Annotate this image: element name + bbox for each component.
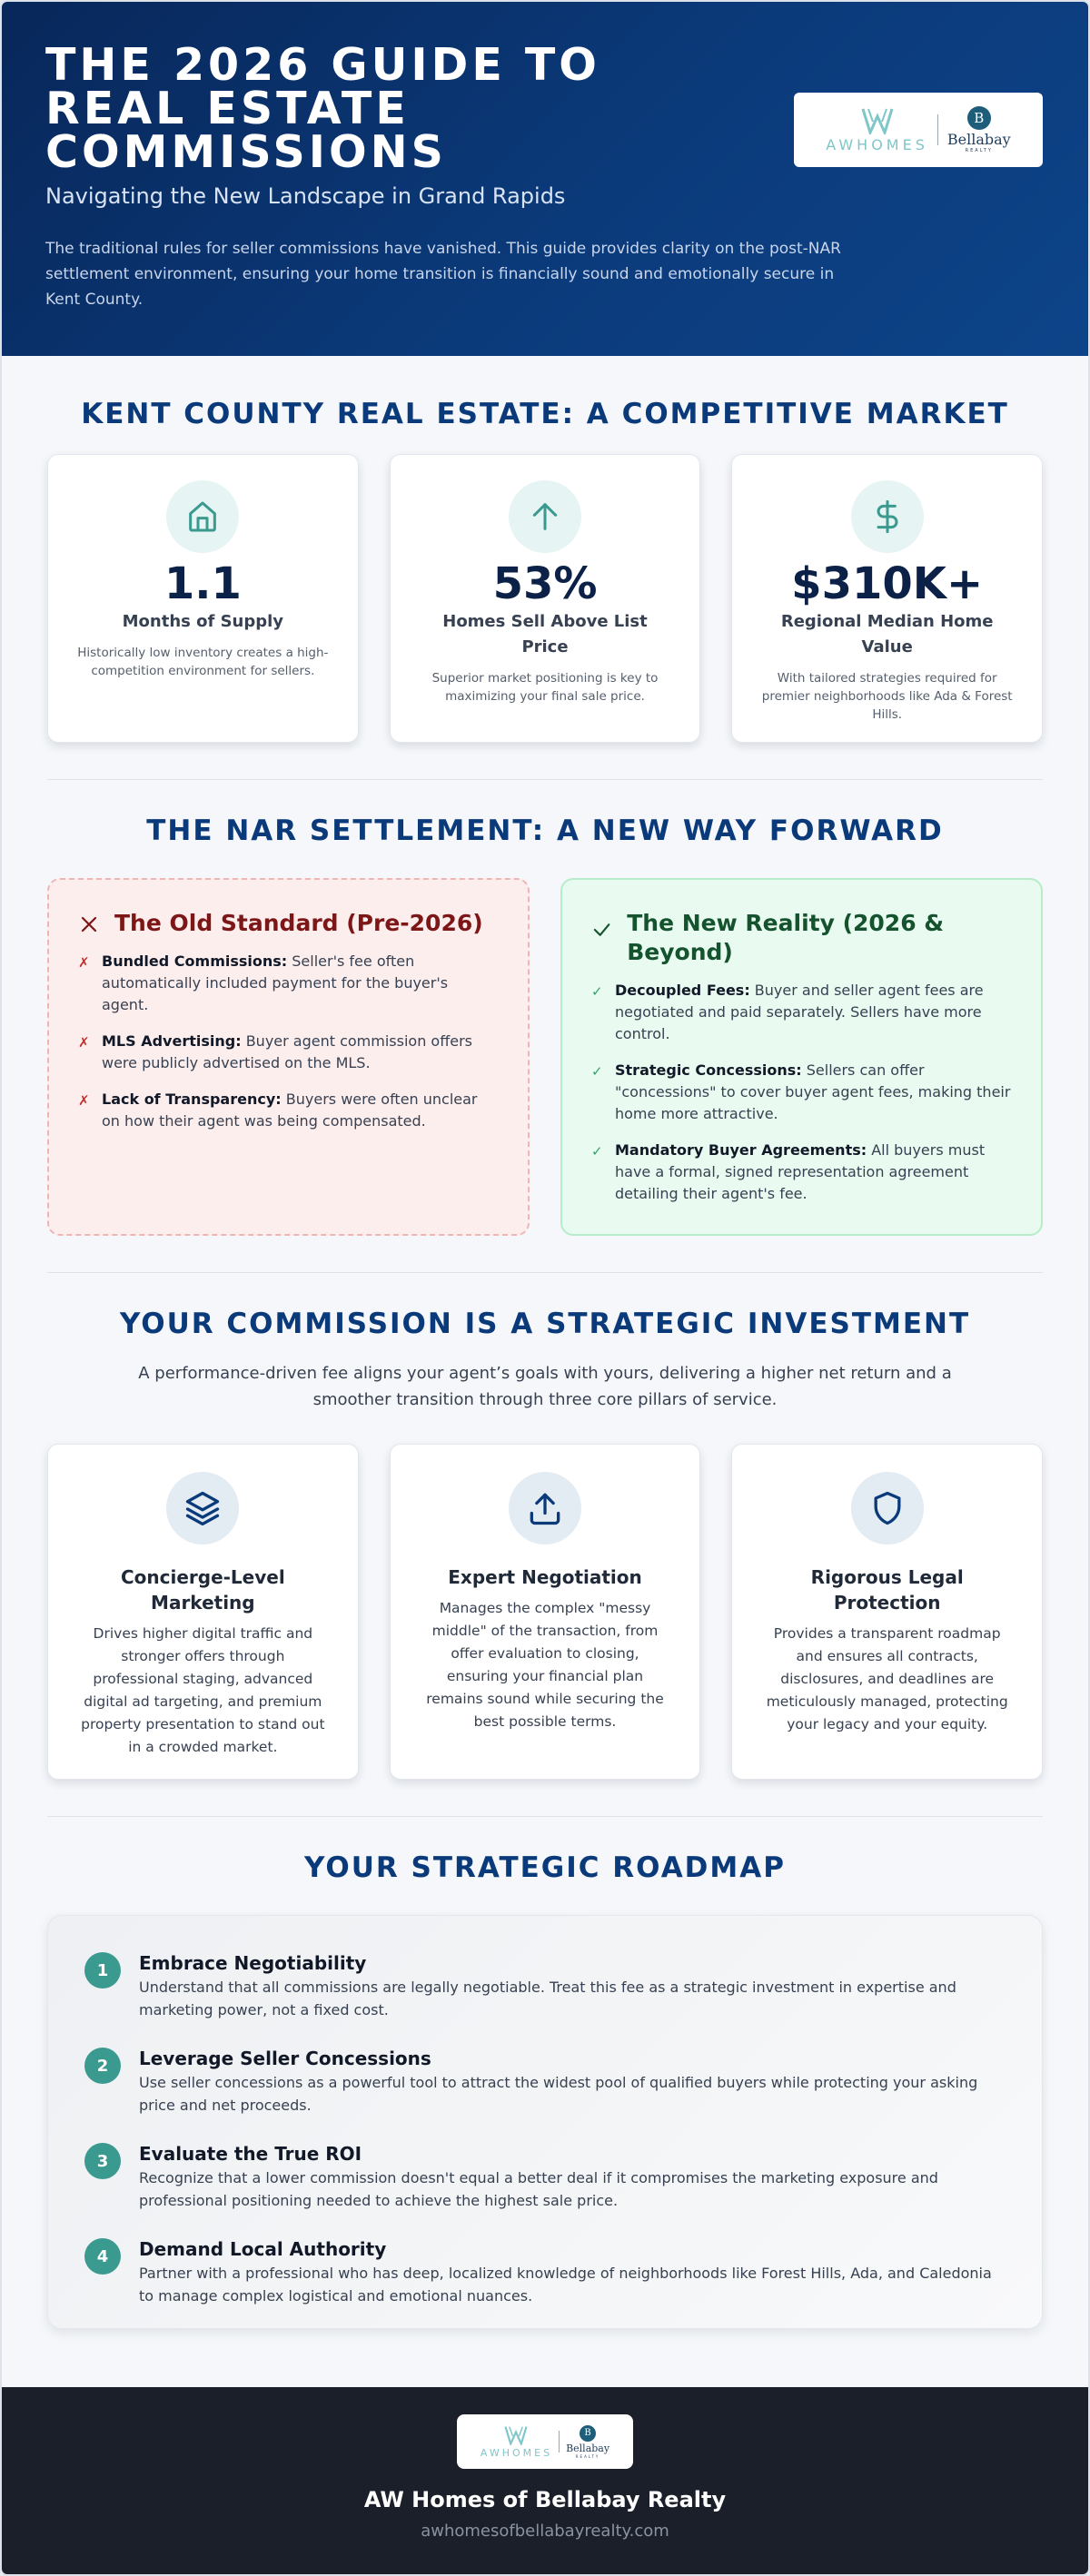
pillar-title: Rigorous Legal Protection (810, 1566, 964, 1614)
item-heading: Decoupled Fees: (615, 982, 750, 999)
item-text: Seller's fee often automatically included payment for the buyer's agent. (102, 952, 449, 1013)
list-item (591, 1060, 1012, 1125)
stat-card (390, 454, 701, 743)
upload-icon (509, 1472, 581, 1545)
item-text: All buyers must have a formal, signed representation agreement detailing their agent's fee. (615, 1141, 986, 1202)
bellabay-logo (947, 106, 1011, 153)
list-item (78, 1031, 499, 1074)
stat-value: $310K+ (791, 558, 984, 609)
arrow-up-icon (509, 480, 581, 553)
logo-divider (937, 114, 938, 145)
list-item (78, 951, 499, 1016)
stat-card (731, 454, 1043, 743)
roadmap-panel (47, 1915, 1043, 2329)
pillar-card (731, 1444, 1043, 1780)
roadmap-section (2, 1817, 1088, 2329)
footer-logo (457, 2414, 633, 2469)
pillar-card (390, 1444, 701, 1780)
market-section (2, 356, 1088, 743)
stat-label: Regional Median Home Value (780, 612, 994, 656)
investment-intro: A performance-driven fee aligns your agent’s goals with yours, delivering a higher net return and a smoother transition through three core pillars of service. (138, 1364, 952, 1409)
aw-homes-logo (481, 2425, 552, 2459)
cross-mark-icon: ✗ (78, 954, 90, 971)
stat-label: Homes Sell Above List Price (442, 612, 648, 656)
item-heading: Mandatory Buyer Agreements: (615, 1141, 867, 1159)
step-description: Partner with a professional who has deep, localized knowledge of neighborhoods like Forest Hills, Ada, and Caledonia to manage complex logistical and emotional nuances. (139, 2265, 992, 2305)
stat-value: 1.1 (164, 558, 242, 609)
item-heading: Lack of Transparency: (102, 1091, 282, 1108)
pillar-title: Expert Negotiation (448, 1566, 642, 1588)
pillar-description: Drives higher digital traffic and stronger offers through professional staging, advanced digital ad targeting, and premium property presentation to stand out in a crowded market. (81, 1625, 325, 1755)
footer (2, 2387, 1088, 2574)
pillar-description: Manages the complex "messy middle" of the transaction, from offer evaluation to closing, ensuring your financial plan remains sound while securing the best possible terms. (426, 1600, 664, 1730)
step-description: Use seller concessions as a powerful tool to attract the widest pool of qualified buyers while protecting your asking price and net proceeds. (139, 2074, 978, 2114)
page-subtitle: Navigating the New Landscape in Grand Rapids (45, 183, 566, 209)
step-number: 4 (84, 2238, 121, 2275)
step-title: Leverage Seller Concessions (139, 2048, 431, 2069)
nar-title: THE NAR SETTLEMENT: A NEW WAY FORWARD (146, 814, 944, 847)
list-item (591, 1140, 1012, 1205)
stat-value: 53% (492, 558, 598, 609)
footer-website-link[interactable]: awhomesofbellabayrealty.com (421, 2522, 669, 2541)
footer-company-name: AW Homes of Bellabay Realty (363, 2487, 727, 2512)
old-standard-panel (47, 878, 530, 1236)
step-number: 2 (84, 2048, 121, 2084)
roadmap-step (84, 2236, 1006, 2307)
stat-label: Months of Supply (122, 612, 284, 631)
nar-comparison (47, 878, 1043, 1236)
shield-icon (851, 1472, 924, 1545)
step-number: 3 (84, 2143, 121, 2179)
roadmap-step (84, 2141, 1006, 2212)
close-icon (78, 913, 100, 935)
bellabay-text: Bellabay (946, 131, 1011, 148)
hero-description: The traditional rules for seller commissions have vanished. This guide provides clarity on the post-NAR settlement environment, ensuring your home transition is financially sound and emotionally secure in Kent County. (45, 240, 841, 309)
market-title: KENT COUNTY REAL ESTATE: A COMPETITIVE MARKET (81, 398, 1009, 430)
step-description: Understand that all commissions are legally negotiable. Treat this fee as a strategic investment in expertise and marketing power, not a fixed cost. (139, 1979, 956, 2018)
cross-mark-icon: ✗ (78, 1092, 90, 1109)
list-item (78, 1089, 499, 1132)
roadmap-title: YOUR STRATEGIC ROADMAP (304, 1851, 786, 1884)
layers-icon (166, 1472, 239, 1545)
step-title: Embrace Negotiability (139, 1952, 367, 1974)
step-description: Recognize that a lower commission doesn't equal a better deal if it compromises the marketing exposure and professional positioning needed to achieve the highest sale price. (139, 2169, 938, 2209)
nar-section (2, 780, 1088, 1236)
item-heading: Bundled Commissions: (102, 952, 288, 970)
stat-description: Superior market positioning is key to maximizing your final sale price. (431, 671, 659, 704)
pillar-cards (47, 1444, 1043, 1780)
aw-logo-icon (504, 2425, 528, 2445)
brand-logo (794, 93, 1043, 167)
aw-homes-text: AWHOMES (826, 135, 928, 153)
step-title: Demand Local Authority (139, 2238, 387, 2260)
item-text: Sellers can offer "concessions" to cover buyer agent fees, making their home more attractive. (615, 1061, 1011, 1122)
stat-cards (47, 454, 1043, 743)
home-icon (166, 480, 239, 553)
checkmark-icon (591, 918, 612, 942)
pillar-card (47, 1444, 359, 1780)
dollar-icon (851, 480, 924, 553)
stat-card (47, 454, 359, 743)
cross-mark-icon: ✗ (78, 1034, 90, 1051)
investment-section (2, 1273, 1088, 1780)
bellabay-text: Bellabay (566, 2442, 610, 2454)
logo-divider (559, 2431, 560, 2453)
item-text: Buyers were often unclear on how their agent was being compensated. (102, 1091, 478, 1130)
step-number: 1 (84, 1952, 121, 1989)
bellabay-logo (566, 2425, 609, 2459)
roadmap-step (84, 1950, 1006, 2021)
roadmap-step (84, 2046, 1006, 2117)
check-mark-icon: ✓ (591, 983, 603, 1000)
item-text: Buyer agent commission offers were publicly advertised on the MLS. (102, 1032, 472, 1071)
item-heading: Strategic Concessions: (615, 1061, 802, 1079)
stat-description: Historically low inventory creates a high-competition environment for sellers. (77, 646, 329, 678)
pillar-description: Provides a transparent roadmap and ensures all contracts, disclosures, and deadlines are meticulously managed, protecting your legacy and your equity. (766, 1625, 1008, 1732)
page-title: THE 2026 GUIDE TO REAL ESTATE COMMISSIONS (45, 39, 600, 178)
aw-homes-text: AWHOMES (480, 2446, 553, 2459)
old-standard-list (78, 951, 499, 1132)
bellabay-realty-text: REALTY (575, 2453, 600, 2459)
item-text: Buyer and seller agent fees are negotiated and paid separately. Sellers have more control. (615, 982, 984, 1042)
stat-description: With tailored strategies required for premier neighborhoods like Ada & Forest Hills. (761, 671, 1013, 722)
bellabay-initial: B (967, 106, 991, 130)
investment-title: YOUR COMMISSION IS A STRATEGIC INVESTMENT (119, 1308, 971, 1340)
aw-homes-logo (826, 107, 928, 153)
new-reality-list (591, 980, 1012, 1205)
pillar-title: Concierge-Level Marketing (120, 1566, 285, 1614)
check-mark-icon: ✓ (591, 1063, 603, 1080)
new-reality-panel (560, 878, 1043, 1236)
step-title: Evaluate the True ROI (139, 2143, 362, 2165)
list-item (591, 980, 1012, 1045)
bellabay-realty-text: REALTY (965, 148, 993, 153)
bellabay-initial: B (580, 2425, 596, 2442)
item-heading: MLS Advertising: (102, 1032, 242, 1050)
old-standard-title: The Old Standard (Pre-2026) (114, 910, 483, 936)
aw-logo-icon (861, 107, 894, 134)
check-mark-icon: ✓ (591, 1143, 603, 1160)
new-reality-title: The New Reality (2026 & Beyond) (627, 910, 945, 965)
hero-header (2, 2, 1088, 356)
